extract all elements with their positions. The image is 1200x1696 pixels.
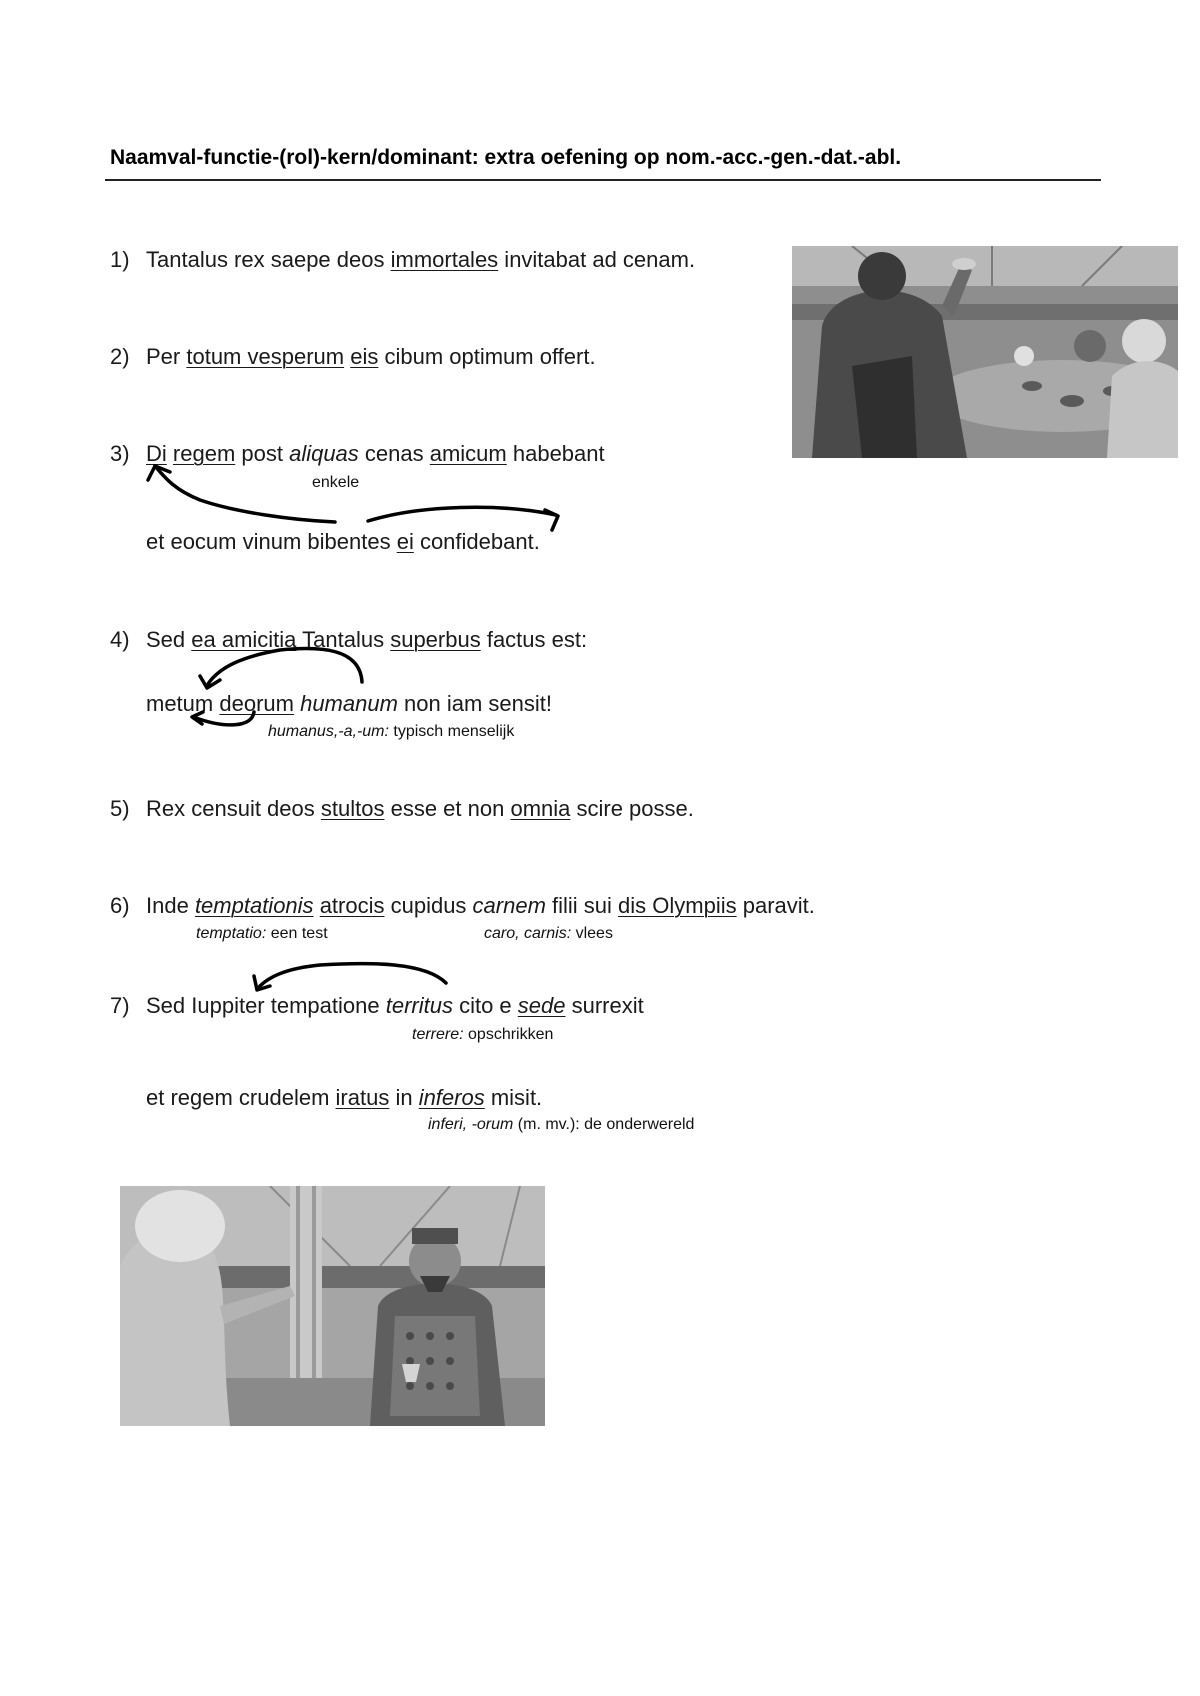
sentence-6: 6) Inde temptationis atrocis cupidus carnem filii sui dis Olympiis paravit. — [110, 893, 815, 918]
sentence-7: 7) Sed Iuppiter tempatione territus cito e sede surrexit — [110, 993, 644, 1018]
sentence-number: 1) — [110, 247, 130, 272]
title-rule — [105, 179, 1101, 181]
jupiter-tantalus-image — [120, 1186, 545, 1426]
gloss-note: humanus,-a,-um: typisch menselijk — [268, 723, 515, 740]
sentence-number: 5) — [110, 796, 130, 821]
arrowhead-iuppiter — [254, 976, 270, 990]
arrow-to-amicum — [368, 507, 556, 521]
sentence-7-line-2: et regem crudelem iratus in inferos misit. — [146, 1085, 543, 1110]
gloss-note: caro, carnis: vlees — [484, 925, 613, 942]
jupiter-and-tantalus-illustration — [120, 1186, 545, 1426]
banquet-image — [792, 246, 1178, 458]
gloss-note: terrere: opschrikken — [412, 1026, 554, 1043]
gloss-note: inferi, -orum (m. mv.): de onderwereld — [428, 1116, 695, 1133]
arrowhead-amicum — [545, 510, 558, 530]
sentence-1: 1) Tantalus rex saepe deos immortales invitabat ad cenam. — [110, 247, 696, 272]
arrow-to-di — [155, 466, 335, 522]
sentence-number: 2) — [110, 344, 130, 369]
sentence-3: 3) Di regem post aliquas cenas amicum habebant — [110, 441, 605, 466]
banquet-illustration — [792, 246, 1178, 458]
arrow-to-iuppiter — [258, 964, 446, 988]
arrow-to-metum — [208, 649, 362, 684]
sentence-number: 4) — [110, 627, 130, 652]
gloss-note: temptatio: een test — [196, 925, 328, 942]
arrowhead-metum — [200, 676, 220, 688]
worksheet-title: Naamval-functie-(rol)-kern/dominant: extra oefening op nom.-acc.-gen.-dat.-abl. — [110, 146, 902, 169]
sentence-4: 4) Sed ea amicitia Tantalus superbus factus est: — [110, 627, 588, 652]
sentence-4-line-2: metum deorum humanum non iam sensit! — [146, 691, 552, 716]
sentence-3-line-2: et eocum vinum bibentes ei confidebant. — [146, 529, 540, 554]
sentence-5: 5) Rex censuit deos stultos esse et non omnia scire posse. — [110, 796, 694, 821]
arrowhead-di — [148, 466, 170, 480]
sentence-number: 6) — [110, 893, 130, 918]
sentence-number: 3) — [110, 441, 130, 466]
sentence-2: 2) Per totum vesperum eis cibum optimum offert. — [110, 344, 596, 369]
gloss-note: enkele — [312, 474, 360, 491]
sentence-number: 7) — [110, 993, 130, 1018]
